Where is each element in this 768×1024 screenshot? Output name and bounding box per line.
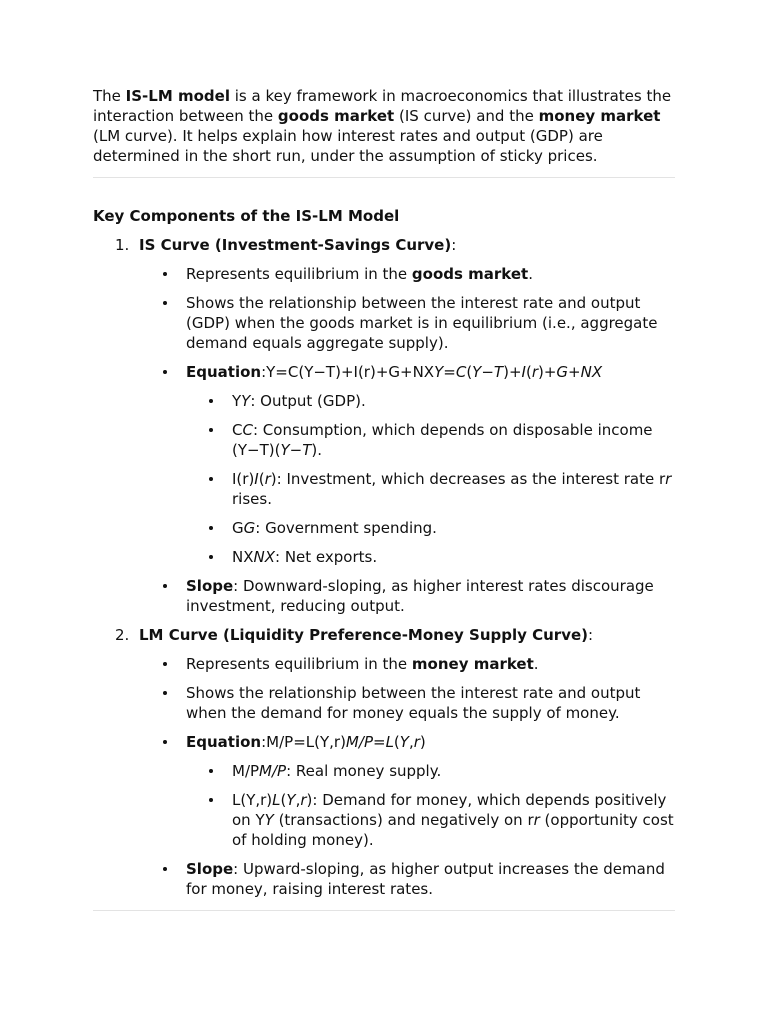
math-var: r (413, 733, 420, 751)
math-op: = (443, 363, 456, 381)
lm-curve-bullets (139, 654, 675, 899)
math-var: M (345, 733, 359, 751)
math-op: − (289, 441, 303, 459)
intro-bold-goods-market: goods market (277, 107, 395, 125)
var-item-i (186, 469, 675, 509)
math-op: − (481, 363, 494, 381)
math-var: C (455, 363, 467, 381)
var-desc: : Consumption, which depends on disposable income (Y−T)( (232, 421, 653, 459)
math-var: L (385, 733, 394, 751)
math-var: Y (434, 363, 444, 381)
intro-text: (LM curve). It helps explain how interest rates and output (GDP) are determined in the short run, under the assumption of sticky prices. (93, 127, 603, 165)
math-var: I (254, 470, 259, 488)
lm-curve-section (93, 625, 675, 899)
var-desc: : Government spending. (255, 519, 437, 537)
var-desc: : Real money supply. (286, 762, 442, 780)
var-plain: M/P (232, 762, 260, 780)
is-curve-title (139, 235, 675, 255)
list-item: Shows the relationship between the interest rate and output when the demand for money equals the supply of money. (139, 683, 675, 723)
math-op: ( (393, 733, 400, 751)
document-page (93, 86, 675, 911)
var-italic: M/P (259, 762, 287, 780)
intro-text: The (93, 87, 126, 105)
equation-plain: :Y=C(Y−T)+I(r)+G+NX (261, 363, 435, 381)
var-desc: (transactions) and negatively on r (273, 811, 534, 829)
is-variables-list (186, 391, 675, 567)
math-var: r (300, 791, 307, 809)
math-var: Y (472, 363, 482, 381)
math-var: G (556, 363, 569, 381)
list-item (139, 654, 675, 674)
math-var: NX (580, 363, 603, 381)
is-curve-title-text: IS Curve (Investment-Savings Curve) (139, 236, 452, 254)
equation-label: Equation (186, 733, 262, 751)
math-op: ) (419, 733, 426, 751)
list-item: Shows the relationship between the interest rate and output (GDP) when the goods market is in equilibrium (i.e., aggregate demand equals aggregate supply). (139, 293, 675, 353)
lm-slope-item (139, 859, 675, 899)
math-var: Y (264, 811, 274, 829)
lm-equation-item (139, 732, 675, 850)
intro-paragraph (93, 86, 675, 166)
var-desc: rises. (232, 490, 272, 508)
var-plain: Y (232, 392, 242, 410)
text: Represents equilibrium in the (186, 265, 412, 283)
math-var: P (363, 733, 373, 751)
math-var: Y (286, 791, 296, 809)
math-var: T (493, 363, 504, 381)
colon: : (451, 236, 457, 254)
var-item-y (186, 391, 675, 411)
math-op: , (295, 791, 301, 809)
divider (93, 910, 675, 911)
var-italic: C (242, 421, 253, 439)
var-item-l (186, 790, 675, 850)
math-op: , (408, 733, 414, 751)
math-var: Y (399, 733, 409, 751)
intro-bold-money-market: money market (538, 107, 661, 125)
var-item-nx (186, 547, 675, 567)
slope-label: Slope (186, 577, 234, 595)
var-plain: C (232, 421, 243, 439)
var-plain: I(r) (232, 470, 255, 488)
var-item-mp (186, 761, 675, 781)
var-desc: : Demand for money, which depends positively on Y (232, 791, 667, 829)
var-desc: : Output (GDP). (250, 392, 366, 410)
var-italic: NX (253, 548, 275, 566)
math-var: r (533, 811, 540, 829)
colon: : (588, 626, 594, 644)
math-var: L (272, 791, 281, 809)
var-plain: NX (232, 548, 254, 566)
lm-curve-title-text: LM Curve (Liquidity Preference-Money Supply Curve) (139, 626, 589, 644)
math-op: ( (258, 470, 265, 488)
math-op: ) (270, 470, 277, 488)
math-op: )+ (537, 363, 557, 381)
equation-plain: :M/P=L(Y,r) (261, 733, 346, 751)
slope-text: : Downward-sloping, as higher interest rates discourage investment, reducing output. (186, 577, 654, 615)
var-item-c (186, 420, 675, 460)
math-var: T (302, 441, 312, 459)
var-italic: Y (241, 392, 251, 410)
lm-variables-list (186, 761, 675, 850)
list-number: 2. (115, 626, 130, 644)
math-var: r (665, 470, 672, 488)
var-desc: : Investment, which decreases as the interest rate r (276, 470, 666, 488)
bold-text: goods market (411, 265, 529, 283)
components-list (93, 235, 675, 899)
text: . (528, 265, 534, 283)
math-op: / (358, 733, 364, 751)
intro-text: is a key framework in macroeconomics that illustrates the interaction between the (93, 87, 672, 125)
is-curve-bullets (139, 264, 675, 616)
slope-label: Slope (186, 860, 234, 878)
intro-bold-islm: IS-LM model (125, 87, 230, 105)
slope-text: : Upward-sloping, as higher output increases the demand for money, raising interest rates. (186, 860, 665, 898)
math-var: r (264, 470, 271, 488)
math-op: ( (280, 791, 287, 809)
var-desc: (opportunity cost of holding money). (232, 811, 674, 849)
math-var: r (531, 363, 538, 381)
var-italic: G (243, 519, 256, 537)
bold-text: money market (411, 655, 534, 673)
is-curve-section (93, 235, 675, 616)
var-desc: : Net exports. (275, 548, 378, 566)
math-op: ( (525, 363, 532, 381)
var-plain: G (232, 519, 244, 537)
is-slope-item (139, 576, 675, 616)
text: . (533, 655, 539, 673)
list-number: 1. (115, 236, 130, 254)
math-var: I (521, 363, 526, 381)
divider (93, 177, 675, 178)
math-op: ). (311, 441, 322, 459)
var-item-g (186, 518, 675, 538)
list-item (139, 264, 675, 284)
math-op: ) (306, 791, 313, 809)
section-heading: Key Components of the IS-LM Model (93, 207, 400, 225)
math-op: )+ (503, 363, 522, 381)
text: Represents equilibrium in the (186, 655, 412, 673)
lm-curve-title (139, 625, 675, 645)
math-op: + (568, 363, 581, 381)
math-op: ( (466, 363, 473, 381)
is-equation-item (139, 362, 675, 567)
var-plain: L(Y,r) (232, 791, 273, 809)
math-op: = (372, 733, 386, 751)
intro-text: (IS curve) and the (394, 107, 539, 125)
math-var: Y (280, 441, 290, 459)
equation-label: Equation (186, 363, 262, 381)
